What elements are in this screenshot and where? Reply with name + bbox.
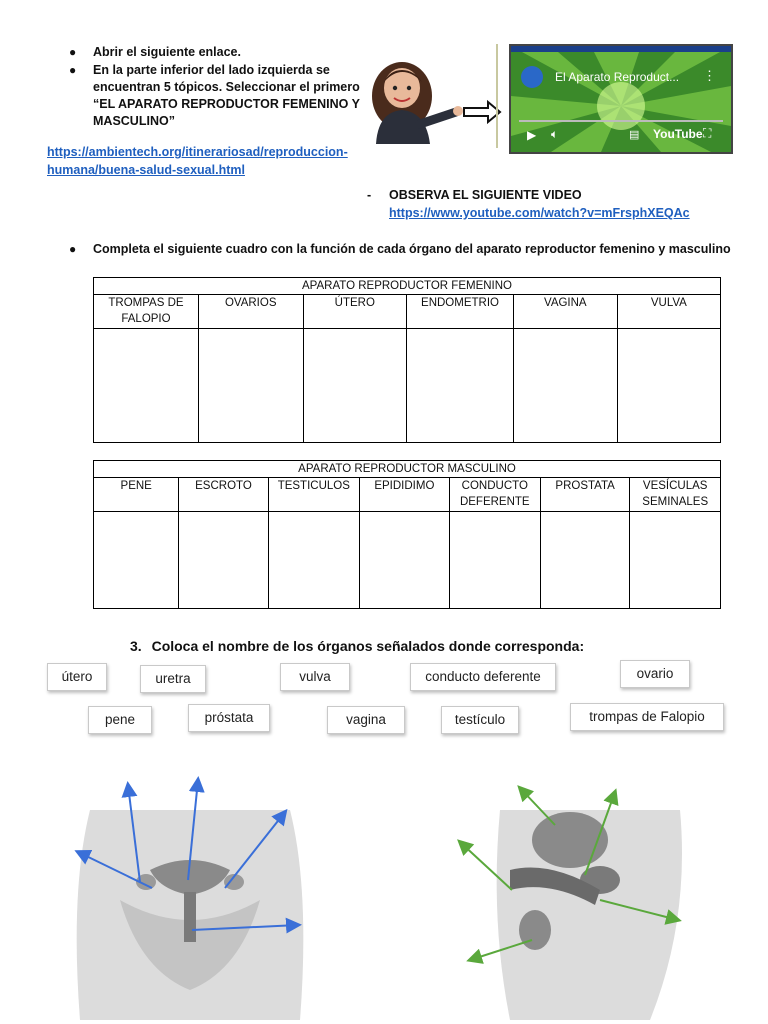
male-col-header: PENE [94, 478, 179, 512]
word-chip-vulva[interactable]: vulva [280, 663, 350, 691]
instruction-complete-table: ● Completa el siguiente cuadro con la función de cada órgano del aparato reproductor femenino y masculino [69, 242, 731, 256]
answer-cell[interactable] [198, 329, 303, 443]
male-col-header: PROSTATA [540, 478, 630, 512]
instruction-topics: ● En la parte inferior del lado izquierda se encuentran 5 tópicos. Seleccionar el primero “EL APARATO REPRODUCTOR FEMENINO Y MASCULINO” [69, 63, 360, 128]
answer-cell[interactable] [513, 329, 617, 443]
word-chip-trompas-de-falopio[interactable]: trompas de Falopio [570, 703, 724, 731]
word-chip-ovario[interactable]: ovario [620, 660, 690, 688]
female-col-header: VAGINA [513, 295, 617, 329]
answer-cell[interactable] [303, 329, 407, 443]
male-col-header: CONDUCTO DEFERENTE [449, 478, 540, 512]
female-table-title: APARATO REPRODUCTOR FEMENINO [94, 278, 721, 295]
female-col-header: OVARIOS [198, 295, 303, 329]
instruction-open-link: ● Abrir el siguiente enlace. [69, 45, 241, 59]
youtube-link[interactable]: https://www.youtube.com/watch?v=mFrsphXEQAc [389, 206, 690, 220]
answer-cell[interactable] [449, 512, 540, 609]
answer-cell[interactable] [360, 512, 450, 609]
female-col-header: VULVA [617, 295, 720, 329]
answer-cell[interactable] [630, 512, 721, 609]
male-col-header: ESCROTO [179, 478, 268, 512]
female-col-header: TROMPAS DE FALOPIO [94, 295, 199, 329]
channel-logo [521, 66, 543, 88]
observe-dash: - [367, 188, 372, 202]
divider [496, 44, 498, 148]
link-line-2[interactable]: humana/buena-salud-sexual.html [47, 163, 245, 177]
answer-cell[interactable] [94, 512, 179, 609]
male-table-title: APARATO REPRODUCTOR MASCULINO [94, 461, 721, 478]
progress-bar[interactable] [519, 120, 723, 122]
word-chip-utero[interactable]: útero [47, 663, 107, 691]
play-icon[interactable]: ▶ [527, 128, 537, 142]
youtube-logo: YouTube [653, 127, 703, 141]
ambientech-link[interactable] [47, 143, 348, 179]
male-table [93, 460, 721, 609]
female-col-header: ENDOMETRIO [407, 295, 514, 329]
pointer-arrow-icon [464, 102, 500, 122]
captions-icon[interactable]: ▤ [629, 129, 640, 141]
more-options-icon[interactable]: ⋮ [703, 68, 716, 83]
observe-label: OBSERVA EL SIGUIENTE VIDEO [389, 188, 582, 202]
volume-icon[interactable]: 🔈︎ [551, 127, 559, 141]
male-anatomy-diagram [450, 780, 690, 1020]
bullet-dot: ● [69, 242, 77, 256]
link-line-1[interactable]: https://ambientech.org/itinerariosad/reproduccion- [47, 145, 348, 159]
fullscreen-icon[interactable]: ⛶ [703, 126, 712, 140]
word-chip-testiculo[interactable]: testículo [441, 706, 519, 734]
bullet-dot: ● [69, 45, 77, 59]
answer-cell[interactable] [94, 329, 199, 443]
word-chip-pene[interactable]: pene [88, 706, 152, 734]
video-thumbnail[interactable] [509, 44, 733, 154]
word-chip-vagina[interactable]: vagina [327, 706, 405, 734]
answer-cell[interactable] [268, 512, 359, 609]
question-3 [130, 638, 584, 654]
answer-cell[interactable] [540, 512, 630, 609]
female-table [93, 277, 721, 443]
teacher-avatar-illustration [364, 52, 504, 144]
answer-cell[interactable] [179, 512, 268, 609]
bullet-dot: ● [69, 63, 77, 77]
male-col-header: EPIDIDIMO [360, 478, 450, 512]
answer-cell[interactable] [407, 329, 514, 443]
word-chip-prostata[interactable]: próstata [188, 704, 270, 732]
question-number: 3. [130, 638, 142, 654]
answer-cell[interactable] [617, 329, 720, 443]
male-col-header: VESÍCULAS SEMINALES [630, 478, 721, 512]
female-anatomy-diagram [60, 770, 320, 1020]
word-chip-uretra[interactable]: uretra [140, 665, 206, 693]
question-text: Coloca el nombre de los órganos señalados donde corresponda: [151, 638, 585, 654]
video-title: El Aparato Reproduct... [555, 70, 680, 84]
word-chip-conducto-deferente[interactable]: conducto deferente [410, 663, 556, 691]
male-col-header: TESTICULOS [268, 478, 359, 512]
female-col-header: ÚTERO [303, 295, 407, 329]
